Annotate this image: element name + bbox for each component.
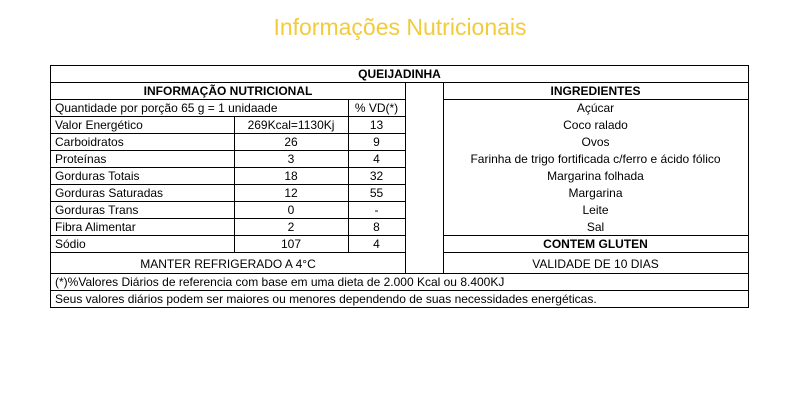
divider xyxy=(51,201,405,202)
storage-row xyxy=(51,253,748,274)
nutrient-name: Gorduras Trans xyxy=(55,203,139,217)
divider xyxy=(51,252,405,253)
footnote-values: Seus valores diários podem ser maiores ou menores dependendo de suas necessidades energéticas. xyxy=(55,292,597,306)
storage-note: MANTER REFRIGERADO A 4°C xyxy=(140,256,316,271)
nutrient-amount: 269Kcal=1130Kj xyxy=(247,118,335,132)
ingredient-item: Sal xyxy=(586,220,605,234)
ingredient-item: Farinha de trigo fortificada c/ferro e ácido fólico xyxy=(470,152,721,166)
divider xyxy=(51,150,405,151)
nutrient-vd: 4 xyxy=(373,237,380,251)
nutrient-vd: 13 xyxy=(369,118,384,132)
divider xyxy=(51,167,405,168)
divider xyxy=(51,235,405,236)
divider xyxy=(51,99,405,100)
portion-label: Quantidade por porção 65 g = 1 unidaade xyxy=(55,101,278,115)
nutrient-name: Carboidratos xyxy=(55,135,124,149)
gluten-warning: CONTEM GLUTEN xyxy=(543,237,648,251)
nutrient-vd: 9 xyxy=(373,135,380,149)
table-header-row xyxy=(51,83,748,100)
nutrient-vd: - xyxy=(374,203,379,217)
nutrient-name: Proteínas xyxy=(55,152,107,166)
ingredient-item: Leite xyxy=(582,203,609,217)
ingredients-header: INGREDIENTES xyxy=(550,84,641,98)
table-row xyxy=(51,202,748,219)
vd-header: % VD(*) xyxy=(354,101,399,115)
divider xyxy=(51,290,748,291)
footnote-row xyxy=(51,291,748,308)
nutrient-amount: 26 xyxy=(284,135,298,149)
nutrient-amount: 107 xyxy=(280,237,302,251)
divider xyxy=(443,99,748,100)
divider xyxy=(234,116,235,253)
divider xyxy=(51,133,405,134)
validity-note: VALIDADE DE 10 DIAS xyxy=(532,256,659,271)
divider xyxy=(51,184,405,185)
ingredient-item: Ovos xyxy=(581,135,610,149)
table-row xyxy=(51,219,748,236)
nutrient-amount: 3 xyxy=(287,152,295,166)
divider xyxy=(51,116,405,117)
nutrient-amount: 12 xyxy=(284,186,298,200)
divider xyxy=(443,82,444,273)
table-row xyxy=(51,151,748,168)
table-row xyxy=(51,134,748,151)
divider xyxy=(443,235,748,236)
nutrient-vd: 4 xyxy=(373,152,380,166)
ingredient-item: Margarina xyxy=(568,186,623,200)
portion-row xyxy=(51,100,748,117)
ingredient-item: Margarina folhada xyxy=(547,169,644,183)
footnote-row xyxy=(51,274,748,291)
nutrient-name: Valor Energético xyxy=(55,118,143,132)
footnote-vd: (*)%Valores Diários de referencia com base em uma dieta de 2.000 Kcal ou 8.400KJ xyxy=(55,275,505,289)
table-row xyxy=(51,185,748,202)
nutrition-header: INFORMAÇÃO NUTRICIONAL xyxy=(143,84,313,98)
page-title: Informações Nutricionais xyxy=(273,14,527,40)
nutrition-label xyxy=(50,65,749,308)
divider xyxy=(348,99,349,253)
nutrient-amount: 18 xyxy=(284,169,298,183)
nutrient-name: Fibra Alimentar xyxy=(55,220,136,234)
table-row xyxy=(51,168,748,185)
divider xyxy=(51,218,405,219)
table-row xyxy=(51,117,748,134)
nutrient-name: Sódio xyxy=(55,237,86,251)
divider xyxy=(51,273,748,274)
table-row xyxy=(51,236,748,253)
nutrient-vd: 32 xyxy=(369,169,384,183)
nutrient-vd: 55 xyxy=(369,186,384,200)
divider xyxy=(405,82,406,273)
product-name-row xyxy=(51,66,748,83)
nutrient-name: Gorduras Saturadas xyxy=(55,186,164,200)
nutrient-vd: 8 xyxy=(373,220,380,234)
nutrient-amount: 0 xyxy=(287,203,295,217)
ingredient-item: Coco ralado xyxy=(563,118,628,132)
nutrient-name: Gorduras Totais xyxy=(55,169,140,183)
ingredient-item: Açúcar xyxy=(576,101,615,115)
nutrient-amount: 2 xyxy=(287,220,295,234)
product-name: QUEIJADINHA xyxy=(358,67,441,81)
divider xyxy=(443,252,748,253)
divider xyxy=(51,82,748,83)
